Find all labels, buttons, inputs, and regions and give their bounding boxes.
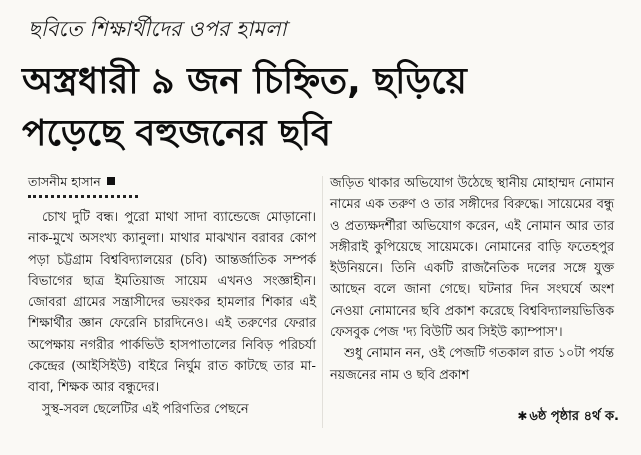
author-name: তাসনীম হাসান xyxy=(28,174,101,189)
continued-on-page xyxy=(517,406,619,427)
kicker-text: ছবিতে শিক্ষার্থীদের ওপর হামলা xyxy=(28,17,287,41)
byline xyxy=(28,173,115,191)
dotted-divider xyxy=(28,195,138,198)
right-column xyxy=(330,173,614,386)
left-column xyxy=(28,207,316,420)
star-icon: ✱ xyxy=(517,409,528,423)
byline-square-icon xyxy=(107,177,115,185)
headline xyxy=(22,56,622,160)
headline-line-2: পড়েছে বহুজনের ছবি xyxy=(22,113,332,154)
headline-line-1: অস্ত্রধারী ৯ জন চিহ্নিত, ছড়িয়ে xyxy=(22,61,467,102)
paragraph: শুধু নোমান নন, ওই পেজটি গতকাল রাত ১০টা পর্যন্ত নয়জনের নাম ও ছবি প্রকাশ xyxy=(330,346,614,383)
continued-text: ৬ষ্ঠ পৃষ্ঠার ৪র্থ ক. xyxy=(529,409,619,424)
paragraph: চোখ দুটি বন্ধ। পুরো মাথা সাদা ব্যান্ডেজে মোড়ানো। নাক-মুখে অসংখ্য ক্যানুলা। মাথার মাঝখান বরাবর কোপ পড়া চট্টগ্রাম বিশ্ববিদ্যালয়ের (চবি) আন্তর্জাতিক সম্পর্ক বিভাগের ছাত্র ইমতিয়াজ সায়েম এখনও সংজ্ঞাহীন। জোবরা গ্রামের সন্ত্রাসীদের ভয়ংকর হামলার শিকার এই শিক্ষার্থীর জ্ঞান ফেরেনি চারদিনেও। এই তরুণের ফেরার অপেক্ষায় নগরীর পার্কভিউ হাসপাতালের নিবিড় পরিচর্যা কেন্দ্রের (আইসিইউ) বাইরে নির্ঘুম রাত কাটছে তার মা-বাবা, শিক্ষক আর বন্ধুদের। xyxy=(28,210,316,396)
paragraph: সুস্থ-সবল ছেলেটির এই পরিণতির পেছনে xyxy=(42,401,249,417)
column-separator xyxy=(322,176,323,428)
paragraph: জড়িত থাকার অভিযোগ উঠেছে স্থানীয় মোহাম্মদ নোমান নামের এক তরুণ ও তার সঙ্গীদের বিরুদ্ধে। সায়েমের বন্ধু ও প্রত্যক্ষদর্শীরা অভিযোগ করেন, এই নোমান আর তার সঙ্গীরাই কুপিয়েছে সায়েমকে। নোমানের বাড়ি ফতেহপুর ইউনিয়নে। তিনি একটি রাজনৈতিক দলের সঙ্গে যুক্ত আছেন বলে জানা গেছে। ঘটনার দিন সংঘর্ষে অংশ নেওয়া নোমানের ছবি প্রকাশ করেছে বিশ্ববিদ্যালয়ভিত্তিক ফেসবুক পেজ 'দ্য বিউটি অব সিইউ ক্যাম্পাস'। xyxy=(330,176,614,341)
